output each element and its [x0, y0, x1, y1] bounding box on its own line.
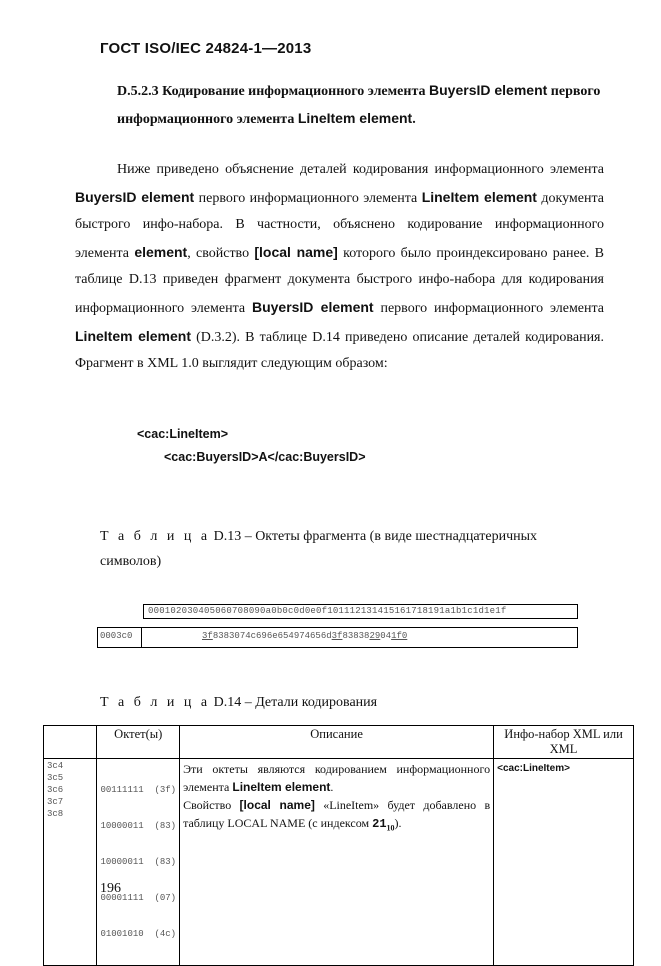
body-text: Ниже приведено объяснение деталей кодирования информационного элемента [117, 162, 604, 177]
octet-bits: 00001111 (07) [100, 893, 177, 903]
body-text: первого информационного элемента [380, 300, 605, 316]
table-row [44, 759, 634, 966]
body-text: (D.3.2). В таблице D.14 приведено описание деталей кодирования. Фрагмент в XML 1.0 выглядит следующим образом: [75, 329, 604, 372]
element-name: BuyersID element [75, 188, 195, 205]
desc-text: Эти октеты являются кодированием информационного элемента [183, 762, 491, 794]
address-cell [44, 759, 97, 966]
address: 3c5 [47, 773, 64, 783]
description-cell [180, 759, 494, 966]
encoding-details-table [43, 725, 634, 966]
section-title-part: первого информационного элемента [117, 84, 601, 127]
header-octets: Октет(ы) [97, 726, 180, 759]
caption-text: D.14 – Детали кодирования [213, 695, 378, 710]
address: 3c7 [47, 797, 64, 807]
body-text: документа быстрого инфо-набора. В частности, объяснено кодирование информационного элемента [75, 190, 605, 261]
body-paragraph [75, 157, 604, 378]
xml-code-line-1: <cac:LineItem> [137, 427, 229, 441]
hex-data-row [97, 627, 578, 648]
document-header: ГОСТ ISO/IEC 24824-1—2013 [100, 40, 312, 57]
property-name: [local name] [254, 243, 338, 260]
address: 3c6 [47, 785, 64, 795]
hex-header-row [143, 604, 578, 619]
element-name: LineItem element [421, 188, 537, 205]
desc-text: . [330, 780, 334, 794]
header-xml: Инфо-набор XML или XML [494, 726, 634, 759]
address: 3c8 [47, 809, 64, 819]
hex-offset: 0003c0 [100, 631, 133, 641]
section-heading [117, 77, 605, 133]
octet-bits: 01001010 (4c) [100, 929, 177, 939]
xml-code-line-2: <cac:BuyersID>A</cac:BuyersID> [164, 450, 366, 464]
caption-text: D.13 – Октеты фрагмента (в виде шестнадцатеричных символов) [100, 529, 538, 569]
xml-value: <cac:LineItem> [497, 763, 570, 774]
element-name: element [134, 243, 188, 260]
section-title-end: . [412, 112, 416, 127]
section-title-part: Кодирование информационного элемента [162, 84, 426, 99]
octet-bits: 10000011 (83) [100, 821, 177, 831]
element-name: BuyersID element [429, 82, 548, 98]
body-text: первого информационного элемента [198, 190, 418, 206]
table-d13-caption [100, 524, 570, 574]
element-name: LineItem element [75, 327, 191, 344]
element-name: LineItem element [232, 780, 331, 794]
body-text: , свойство [187, 245, 250, 261]
hex-data: 3f8383074c696e654974656d3f8383829041f0 [202, 631, 408, 641]
index-base: 10 [386, 823, 395, 833]
caption-label: Т а б л и ц а [100, 695, 211, 710]
page-number: 196 [100, 881, 121, 896]
table-header-row [44, 726, 634, 759]
element-name: LineItem element [297, 110, 413, 126]
body-text: которого было проиндексировано ранее. В таблице D.13 приведен фрагмент документа быстрого инфо-набора для кодирования информационного элемента [75, 245, 605, 316]
desc-text: Свойство [183, 798, 232, 812]
header-empty [44, 726, 97, 759]
octet-bits: 10000011 (83) [100, 857, 177, 867]
cell-divider [141, 628, 142, 647]
desc-text: «LineItem» будет добавлено в таблицу LOCAL NAME (с индексом [183, 798, 491, 830]
table-d14-caption [100, 690, 377, 715]
octet-bits: 00111111 (3f) [100, 785, 177, 795]
bits-cell [97, 759, 180, 966]
header-description: Описание [180, 726, 494, 759]
address: 3c4 [47, 761, 64, 771]
xml-cell [494, 759, 634, 966]
section-number: D.5.2.3 [117, 84, 159, 99]
element-name: BuyersID element [251, 298, 374, 315]
hex-column-index: 000102030405060708090a0b0c0d0e0f101112131415161718191a1b1c1d1e1f [148, 606, 507, 616]
index-value: 21 [372, 817, 387, 831]
property-name: [local name] [239, 798, 315, 812]
desc-text: ). [394, 816, 402, 830]
caption-label: Т а б л и ц а [100, 529, 211, 544]
